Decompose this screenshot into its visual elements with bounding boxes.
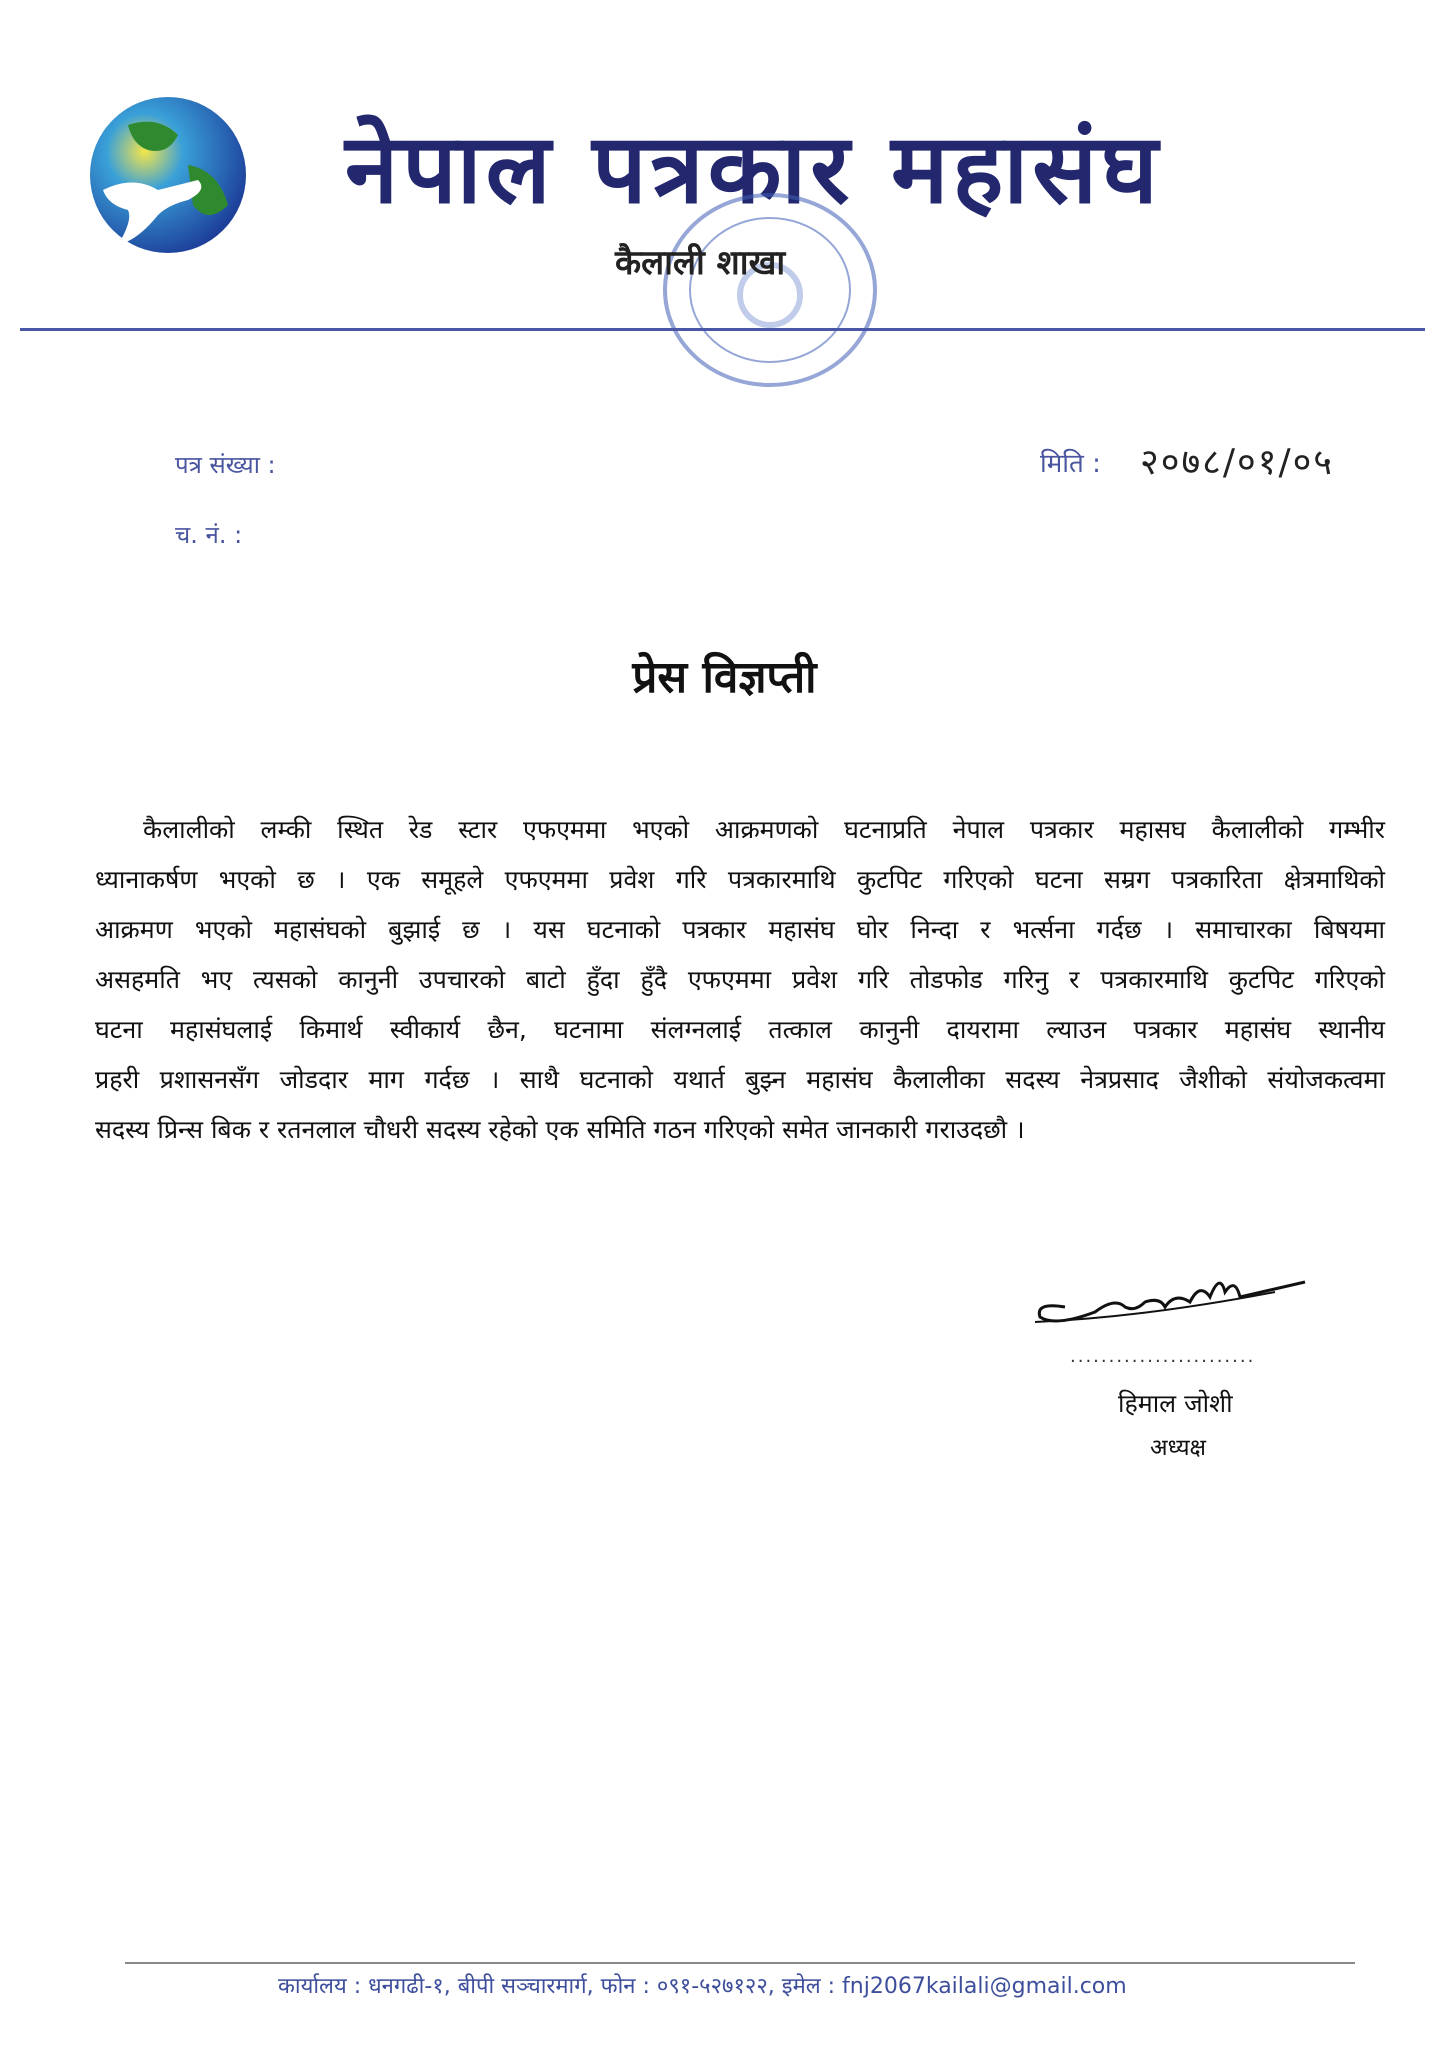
- signature: [1025, 1262, 1315, 1342]
- reference-number-label: पत्र संख्या :: [175, 451, 276, 479]
- date-value: २०७८/०१/०५: [1140, 442, 1335, 483]
- document-title: प्रेस विज्ञप्ती: [632, 652, 817, 703]
- press-release-body: [95, 805, 1385, 1155]
- signer-title: अध्यक्ष: [1150, 1435, 1207, 1461]
- round-stamp: [655, 190, 885, 390]
- signer-name: हिमाल जोशी: [1118, 1389, 1233, 1418]
- body-line: प्रहरी प्रशासनसँग जोडदार माग गर्दछ । साथै घटनाको यथार्त बुझ्न महासंघ कैलालीका सदस्य नेत्रप्रसाद जैशीको संयोजकत्वमा: [95, 1065, 1385, 1094]
- body-line: घटना महासंघलाई किमार्थ स्वीकार्य छैन, घटनामा संलग्नलाई तत्काल कानुनी दायरामा ल्याउन पत्रकार महासंघ स्थानीय: [95, 1015, 1385, 1044]
- signature-line: ........................: [1070, 1346, 1256, 1367]
- globe-dove-icon: [88, 95, 248, 255]
- date-label: मिति :: [1040, 449, 1101, 479]
- dispatch-number-label: च. नं. :: [175, 521, 243, 549]
- body-line: ध्यानाकर्षण भएको छ । एक समूहले एफएममा प्रवेश गरि पत्रकारमाथि कुटपिट गरिएको घटना सम्रग पत्रकारिता क्षेत्रमाथिको: [95, 865, 1385, 894]
- org-name: नेपाल पत्रकार महासंघ: [345, 113, 1162, 225]
- body-line: कैलालीको लम्की स्थित रेड स्टार एफएममा भएको आक्रमणको घटनाप्रति नेपाल पत्रकार महासघ कैलालीको गम्भीर: [143, 815, 1385, 844]
- header-divider: [20, 328, 1425, 331]
- body-line: आक्रमण भएको महासंघको बुझाई छ । यस घटनाको पत्रकार महासंघ घोर निन्दा र भर्त्सना गर्दछ । समाचारका बिषयमा: [95, 915, 1385, 944]
- branch-name: कैलाली शाखा: [615, 243, 786, 283]
- footer-contact: कार्यालय : धनगढी-१, बीपी सञ्चारमार्ग, फोन : ०९१-५२७१२२, इमेल : fnj2067kailali@gmail.com: [278, 1974, 1127, 1999]
- body-line: सदस्य प्रिन्स बिक र रतनलाल चौधरी सदस्य रहेको एक समिति गठन गरिएको समेत जानकारी गराउदछौ ।: [95, 1115, 1025, 1144]
- body-line: असहमति भए त्यसको कानुनी उपचारको बाटो हुँदा हुँदै एफएममा प्रवेश गरि तोडफोड गरिनु र पत्रकारमाथि कुटपिट गरिएको: [95, 965, 1385, 994]
- footer-divider: [125, 1962, 1355, 1964]
